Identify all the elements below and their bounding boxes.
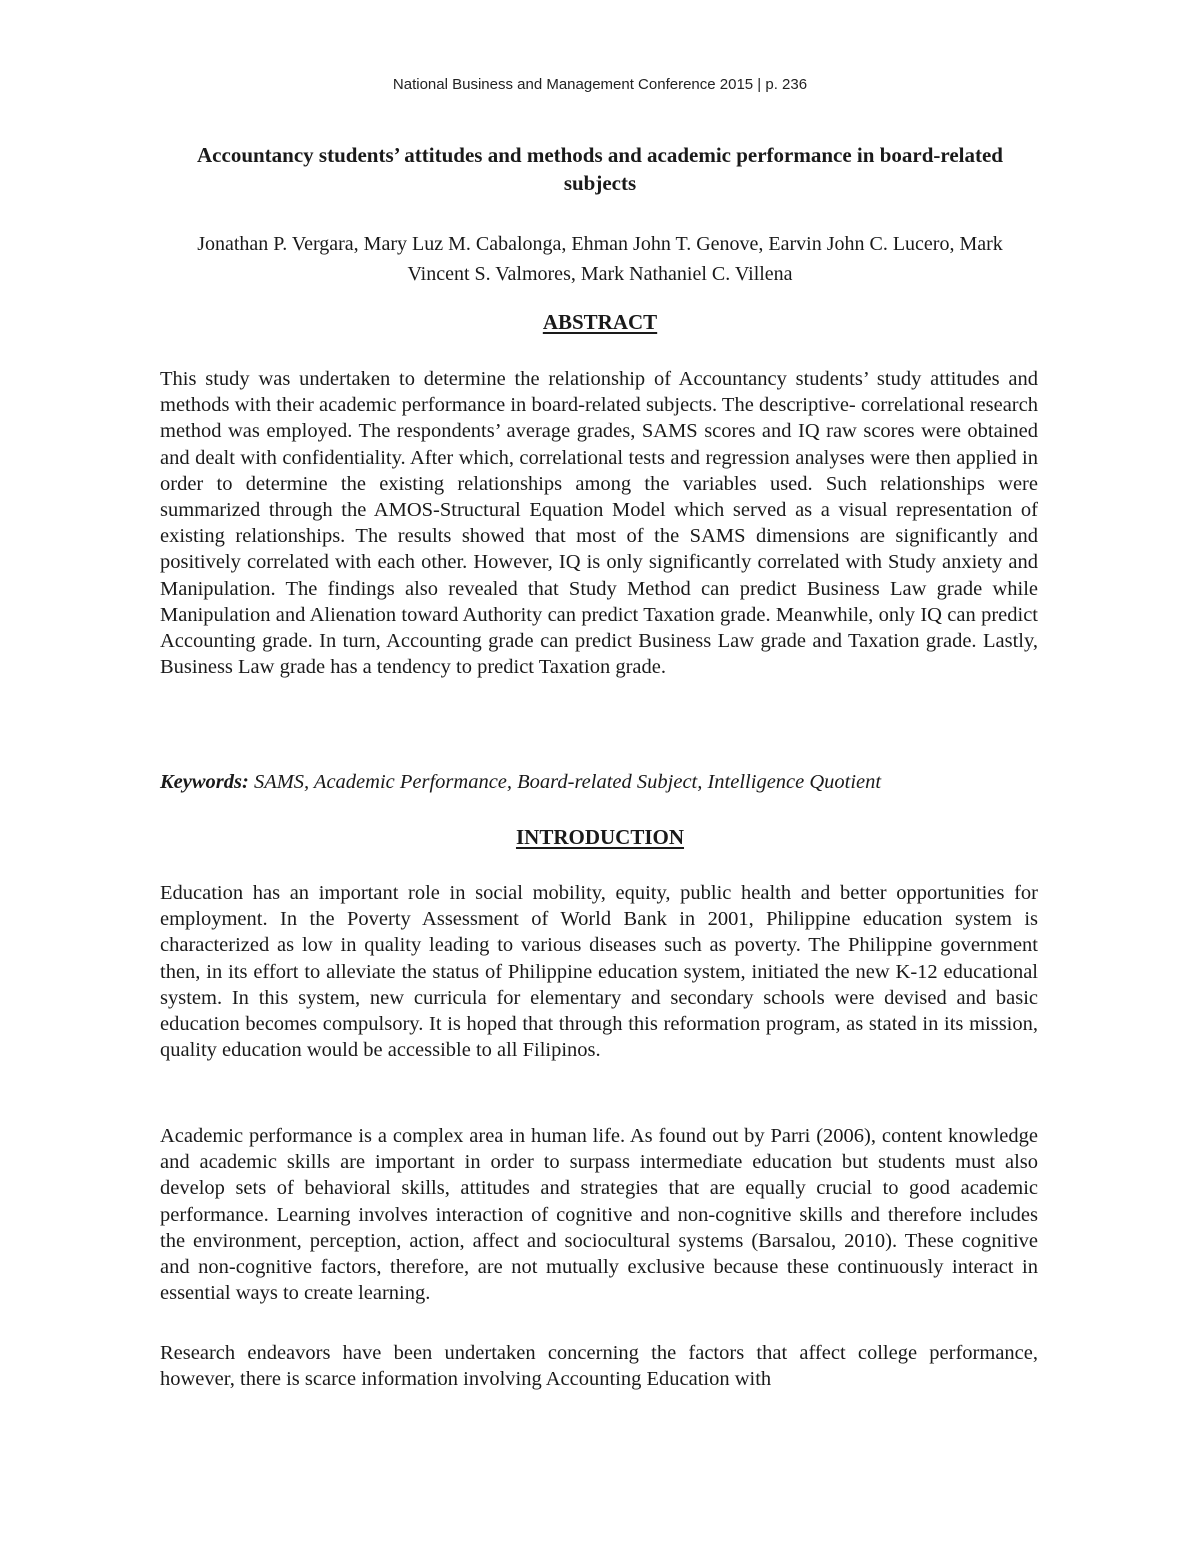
paper-title: Accountancy students’ attitudes and methods and academic performance in board-related subjects (197, 143, 1003, 195)
keywords (160, 771, 1040, 794)
abstract-text: This study was undertaken to determine the relationship of Accountancy students’ study attitudes and methods with their academic performance in board-related subjects. The descriptive- correlational research method was employed. The respondents’ average grades, SAMS scores and IQ raw scores were obtained and dealt with confidentiality. After which, correlational tests and regression analyses were then applied in order to determine the existing relationships among the variables used. Such relationships were summarized through the AMOS-Structural Equation Model which served as a visual representation of existing relationships. The results showed that most of the SAMS dimensions are significantly and positively correlated with each other. However, IQ is only significantly correlated with Study anxiety and Manipulation. The findings also revealed that Study Method can predict Business Law grade while Manipulation and Alienation toward Authority can predict Taxation grade. Meanwhile, only IQ can predict Accounting grade. In turn, Accounting grade can predict Business Law grade and Taxation grade. Lastly, Business Law grade has a tendency to predict Taxation grade. (160, 368, 1038, 679)
intro-paragraph-2: Academic performance is a complex area in human life. As found out by Parri (2006), content knowledge and academic skills are important in order to surpass intermediate education but students must also develop sets of behavioral skills, attitudes and strategies that are equally crucial to good academic performance. Learning involves interaction of cognitive and non-cognitive skills and therefore includes the environment, perception, action, affect and sociocultural systems (Barsalou, 2010). These cognitive and non-cognitive factors, therefore, are not mutually exclusive because these continuously interact in essential ways to create learning. (160, 1125, 1038, 1305)
keywords-text: SAMS, Academic Performance, Board-related Subject, Intelligence Quotient (253, 771, 882, 793)
author-list: Jonathan P. Vergara, Mary Luz M. Cabalonga, Ehman John T. Genove, Earvin John C. Lucero, Mark Vincent S. Valmores, Mark Nathaniel C. Villena (197, 233, 1003, 285)
introduction-heading: INTRODUCTION (515, 825, 685, 849)
intro-paragraph-3: Research endeavors have been undertaken concerning the factors that affect college performance, however, there is scarce information involving Accounting Education with (160, 1342, 1038, 1391)
intro-paragraph-1: Education has an important role in social mobility, equity, public health and better opportunities for employment. In the Poverty Assessment of World Bank in 2001, Philippine education system is characterized as low in quality leading to various diseases such as poverty. The Philippine government then, in its effort to alleviate the status of Philippine education system, initiated the new K-12 educational system. In this system, new curricula for elementary and secondary schools were devised and basic education becomes compulsory. It is hoped that through this reformation program, as stated in its mission, quality education would be accessible to all Filipinos. (160, 882, 1038, 1062)
abstract-heading: ABSTRACT (542, 310, 658, 334)
keywords-label: Keywords: (160, 771, 249, 793)
running-header: National Business and Management Conference 2015 | p. 236 (392, 76, 808, 93)
